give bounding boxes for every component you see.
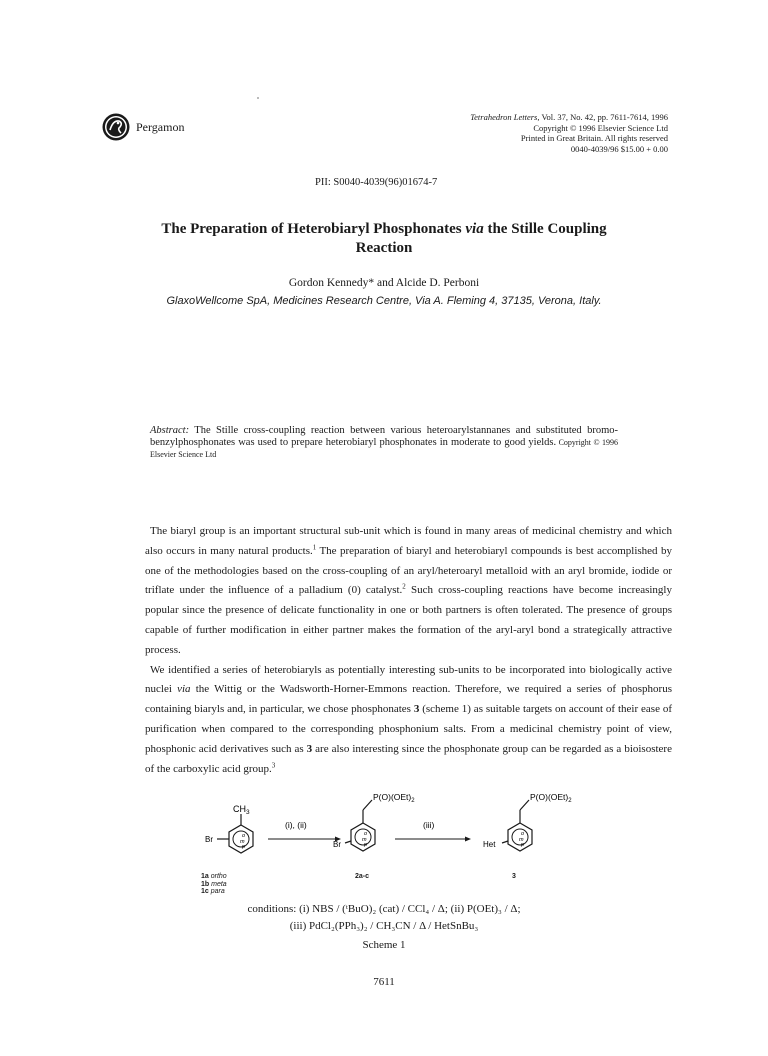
- reference-2: 2: [402, 582, 406, 591]
- ch3-label: $CH_3$: [233, 804, 250, 816]
- publisher-name: Pergamon: [136, 120, 185, 134]
- pii-code: PII: S0040-4039(96)01674-7: [315, 177, 438, 188]
- ring-pos-m-2: m: [362, 837, 367, 843]
- compound-3-ref-b: 3: [306, 742, 313, 755]
- reference-3: 3: [271, 760, 276, 769]
- arrow-head-2: [465, 837, 471, 842]
- p1-text-c: Such cross-coupling reactions have become increasingly popular since the presence of delicate functionality in one or both partners is often tolerated. The presence of groups capable of further modification in either partner makes the formation of the aryl-aryl bond a strategically attractive process.: [145, 584, 672, 656]
- abstract: [150, 425, 618, 461]
- compound-1-structure: [217, 814, 253, 853]
- abstract-copyright: Copyright © 1996 Elsevier Science Ltd: [150, 438, 618, 459]
- copyright-line: Copyright © 1996 Elsevier Science Ltd: [533, 122, 668, 133]
- scheme-caption: Scheme 1: [362, 939, 406, 951]
- ring-pos-p-1: p: [242, 844, 246, 850]
- p1-text-b: The preparation of biaryl and heterobiaryl compounds is best accomplished by one of the methodologies based on the cross-coupling of an aryl/heteroaryl metalloid with an aryl bromide, iodide or triflate under the influence of a palladium (0) catalyst.: [145, 544, 672, 597]
- page-number: 7611: [373, 976, 395, 988]
- label-1a: 1a ortho: [201, 873, 227, 880]
- step-1-label: (i), (ii): [285, 820, 307, 830]
- label-1b: 1b meta: [201, 880, 227, 888]
- journal-header: [470, 112, 668, 154]
- pergamon-logo-icon: [101, 112, 131, 147]
- ring-pos-m-3: m: [519, 837, 524, 843]
- issn-line: 0040-4039/96 $15.00 + 0.00: [570, 143, 668, 154]
- p1-text-a: The biaryl group is an important structural sub-unit which is found in many areas of medicinal chemistry and which also occurs in many natural products.: [145, 525, 672, 557]
- ring-pos-o-2: o: [364, 831, 368, 837]
- p2-via: via: [177, 683, 191, 696]
- compound-2-structure: [345, 800, 375, 851]
- abstract-label: Abstract:: [150, 425, 190, 436]
- p2-text-c: (scheme 1) as suitable targets on account of their ease of purification when compared to the corresponding phosphonium salts. From a medicinal chemistry point of view, phosphonic acid derivatives such as: [145, 703, 672, 755]
- compound-3-structure: [502, 800, 532, 851]
- paragraph-2: [145, 661, 672, 780]
- title-via: via: [465, 221, 484, 237]
- step-2-label: (iii): [423, 820, 435, 830]
- paper-title: [100, 220, 668, 258]
- p2-text-d: are also interesting since the phosphonate group can be regarded as a bioisostere of the carboxylic acid group.: [145, 742, 672, 775]
- abstract-text: The Stille cross-coupling reaction between various heteroarylstannanes and substituted bromo-benzylphosphonates was used to prepare heterobiaryl phosphonates in moderate to good yields.: [150, 425, 618, 448]
- title-text-c: Reaction: [355, 240, 413, 256]
- ring-pos-o-1: o: [242, 833, 246, 839]
- scan-speck: [257, 97, 259, 99]
- label-2a-c: 2a-c: [355, 873, 370, 880]
- conditions-line-2: (iii) PdCl₂(PPh₃)₂ / CH₃CN / Δ / HetSnBu₃: [289, 920, 479, 932]
- printed-line: Printed in Great Britain. All rights reserved: [520, 133, 668, 143]
- conditions-line-1: conditions: (i) NBS / (ᵗBuO)₂ (cat) / CCl₄ / Δ; (ii) P(OEt)₃ / Δ;: [247, 903, 521, 915]
- journal-name: Tetrahedron Letters: [470, 112, 538, 122]
- ring-pos-m-1: m: [240, 839, 245, 845]
- title-text-a: The Preparation of Heterobiaryl Phosphonates: [161, 221, 466, 237]
- p2-text-b: the Wittig or the Wadsworth-Horner-Emmons reaction. Therefore, we required a series of phosphorus containing biaryls and, in particular, we chose phosphonates: [145, 683, 672, 716]
- citation-line: [470, 112, 668, 123]
- reference-1: 1: [312, 543, 317, 552]
- affiliation: GlaxoWellcome SpA, Medicines Research Centre, Via A. Fleming 4, 37135, Verona, Italy.: [166, 295, 602, 307]
- p2-text-a: We identified a series of heterobiaryls as potentially interesting sub-units to be incorporated into biologically active nuclei: [145, 663, 672, 696]
- citation-details: , Vol. 37, No. 42, pp. 7611-7614, 1996: [537, 112, 668, 122]
- label-1c: 1c para: [201, 888, 225, 895]
- br-label-2: Br: [333, 840, 341, 849]
- ring-pos-p-3: p: [521, 842, 525, 848]
- reaction-scheme: [195, 790, 575, 870]
- ring-pos-p-2: p: [364, 842, 368, 848]
- br-label-1: Br: [205, 835, 213, 844]
- phosphonate-label-3: $P(O)(OEt)_2$: [530, 792, 572, 804]
- compound-3-ref: 3: [413, 703, 420, 716]
- compound-1-labels: [201, 873, 227, 896]
- ring-pos-o-3: o: [521, 831, 525, 837]
- author-list: Gordon Kennedy* and Alcide D. Perboni: [288, 277, 480, 289]
- label-3: 3: [512, 873, 516, 880]
- phosphonate-label-2: $P(O)(OEt)_2$: [373, 792, 415, 804]
- paragraph-1: [145, 522, 672, 661]
- body-text: [145, 522, 672, 779]
- het-label: Het: [483, 840, 496, 849]
- title-text-b: the Stille Coupling: [483, 221, 607, 237]
